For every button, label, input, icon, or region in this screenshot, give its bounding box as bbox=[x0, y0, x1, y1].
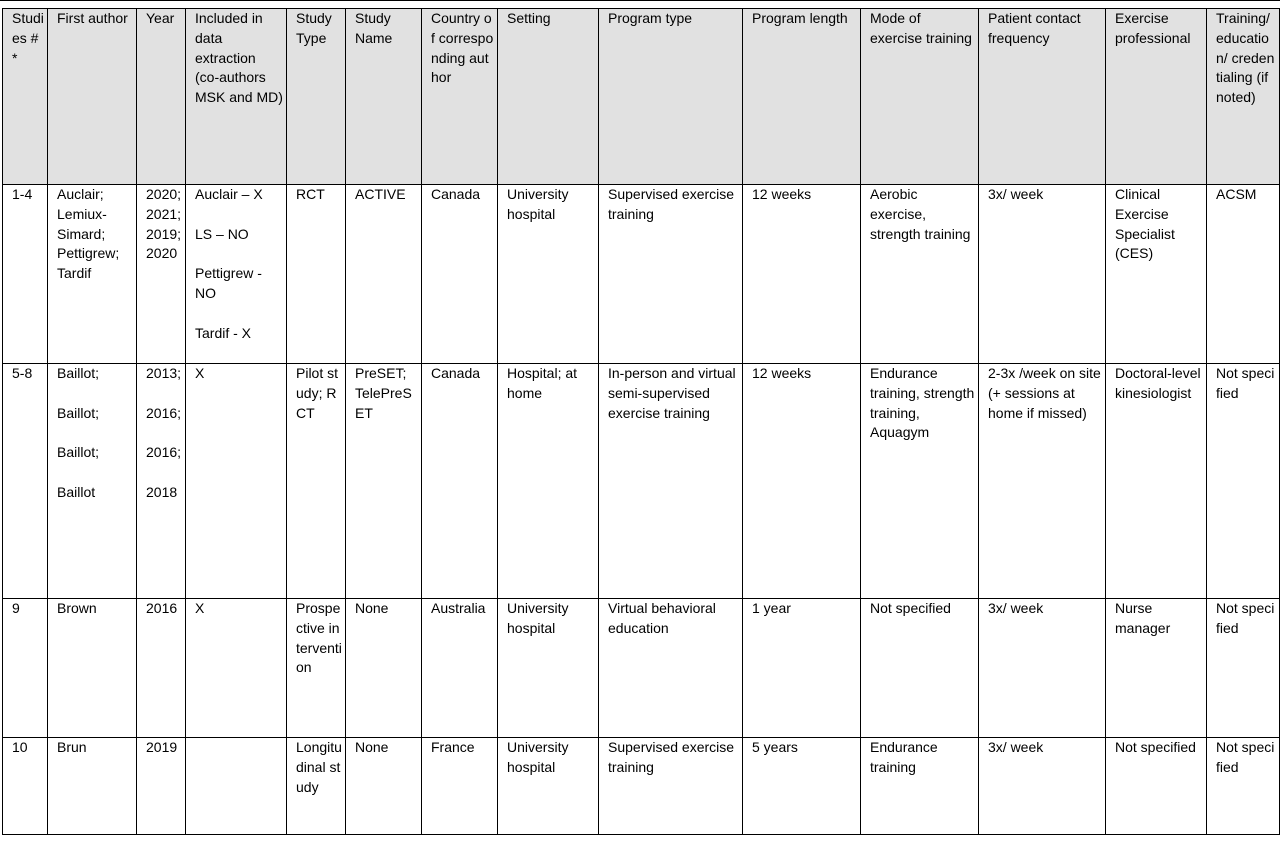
col-header-country: Country of corresponding author bbox=[422, 9, 498, 185]
header-row bbox=[3, 9, 1280, 185]
cell-mode: Not specified bbox=[861, 599, 979, 738]
table-row bbox=[3, 185, 1280, 364]
cell-first-author: Baillot; Baillot; Baillot; Baillot bbox=[48, 364, 137, 599]
cell-mode: Aerobic exercise, strength training bbox=[861, 185, 979, 364]
cell-study-type: Longitudinal study bbox=[287, 738, 346, 835]
cell-professional: Nurse manager bbox=[1106, 599, 1207, 738]
cell-setting: University hospital bbox=[498, 599, 599, 738]
top-rule bbox=[0, 0, 1280, 2]
table-row bbox=[3, 599, 1280, 738]
cell-year: 2016 bbox=[137, 599, 186, 738]
cell-training: Not specified bbox=[1207, 599, 1280, 738]
cell-studies: 5-8 bbox=[3, 364, 48, 599]
cell-included: Auclair – X LS – NO Pettigrew - NO Tardif - X bbox=[186, 185, 287, 364]
cell-training: Not specified bbox=[1207, 364, 1280, 599]
cell-year: 2020; 2021; 2019; 2020 bbox=[137, 185, 186, 364]
table-row bbox=[3, 738, 1280, 835]
col-header-program-length: Program length bbox=[743, 9, 861, 185]
cell-included bbox=[186, 738, 287, 835]
col-header-year: Year bbox=[137, 9, 186, 185]
cell-first-author: Brown bbox=[48, 599, 137, 738]
cell-mode: Endurance training bbox=[861, 738, 979, 835]
cell-frequency: 2-3x /week on site (+ sessions at home if missed) bbox=[979, 364, 1106, 599]
cell-study-name: None bbox=[346, 738, 422, 835]
cell-country: Canada bbox=[422, 185, 498, 364]
table-row bbox=[3, 364, 1280, 599]
cell-studies: 9 bbox=[3, 599, 48, 738]
cell-professional: Doctoral-level kinesiologist bbox=[1106, 364, 1207, 599]
cell-professional: Not specified bbox=[1106, 738, 1207, 835]
col-header-study-name: Study Name bbox=[346, 9, 422, 185]
cell-program-type: Virtual behavioral education bbox=[599, 599, 743, 738]
cell-study-name: ACTIVE bbox=[346, 185, 422, 364]
cell-frequency: 3x/ week bbox=[979, 599, 1106, 738]
cell-study-type: Prospective intervention bbox=[287, 599, 346, 738]
cell-training: ACSM bbox=[1207, 185, 1280, 364]
col-header-program-type: Program type bbox=[599, 9, 743, 185]
col-header-study-type: Study Type bbox=[287, 9, 346, 185]
cell-included: X bbox=[186, 364, 287, 599]
cell-program-type: Supervised exercise training bbox=[599, 185, 743, 364]
cell-program-length: 5 years bbox=[743, 738, 861, 835]
col-header-setting: Setting bbox=[498, 9, 599, 185]
cell-program-length: 12 weeks bbox=[743, 364, 861, 599]
cell-program-type: Supervised exercise training bbox=[599, 738, 743, 835]
col-header-professional: Exercise professional bbox=[1106, 9, 1207, 185]
cell-first-author: Auclair; Lemiux-Simard; Pettigrew; Tardif bbox=[48, 185, 137, 364]
cell-study-type: RCT bbox=[287, 185, 346, 364]
cell-first-author: Brun bbox=[48, 738, 137, 835]
col-header-frequency: Patient contact frequency bbox=[979, 9, 1106, 185]
cell-program-length: 1 year bbox=[743, 599, 861, 738]
cell-setting: Hospital; at home bbox=[498, 364, 599, 599]
cell-included: X bbox=[186, 599, 287, 738]
cell-program-type: In-person and virtual semi-supervised exercise training bbox=[599, 364, 743, 599]
studies-table bbox=[2, 8, 1280, 835]
cell-frequency: 3x/ week bbox=[979, 738, 1106, 835]
cell-setting: University hospital bbox=[498, 185, 599, 364]
cell-study-type: Pilot study; RCT bbox=[287, 364, 346, 599]
col-header-studies: Studies # * bbox=[3, 9, 48, 185]
cell-country: Australia bbox=[422, 599, 498, 738]
cell-program-length: 12 weeks bbox=[743, 185, 861, 364]
cell-country: Canada bbox=[422, 364, 498, 599]
cell-professional: Clinical Exercise Specialist (CES) bbox=[1106, 185, 1207, 364]
cell-studies: 1-4 bbox=[3, 185, 48, 364]
col-header-training: Training/ education/ credentialing (if noted) bbox=[1207, 9, 1280, 185]
cell-year: 2019 bbox=[137, 738, 186, 835]
cell-frequency: 3x/ week bbox=[979, 185, 1106, 364]
cell-study-name: None bbox=[346, 599, 422, 738]
col-header-included: Included in data extraction (co-authors MSK and MD) bbox=[186, 9, 287, 185]
col-header-first-author: First author bbox=[48, 9, 137, 185]
cell-year: 2013; 2016; 2016; 2018 bbox=[137, 364, 186, 599]
col-header-mode: Mode of exercise training bbox=[861, 9, 979, 185]
cell-country: France bbox=[422, 738, 498, 835]
cell-mode: Endurance training, strength training, Aquagym bbox=[861, 364, 979, 599]
cell-study-name: PreSET; TelePreSET bbox=[346, 364, 422, 599]
cell-setting: University hospital bbox=[498, 738, 599, 835]
cell-studies: 10 bbox=[3, 738, 48, 835]
cell-training: Not specified bbox=[1207, 738, 1280, 835]
